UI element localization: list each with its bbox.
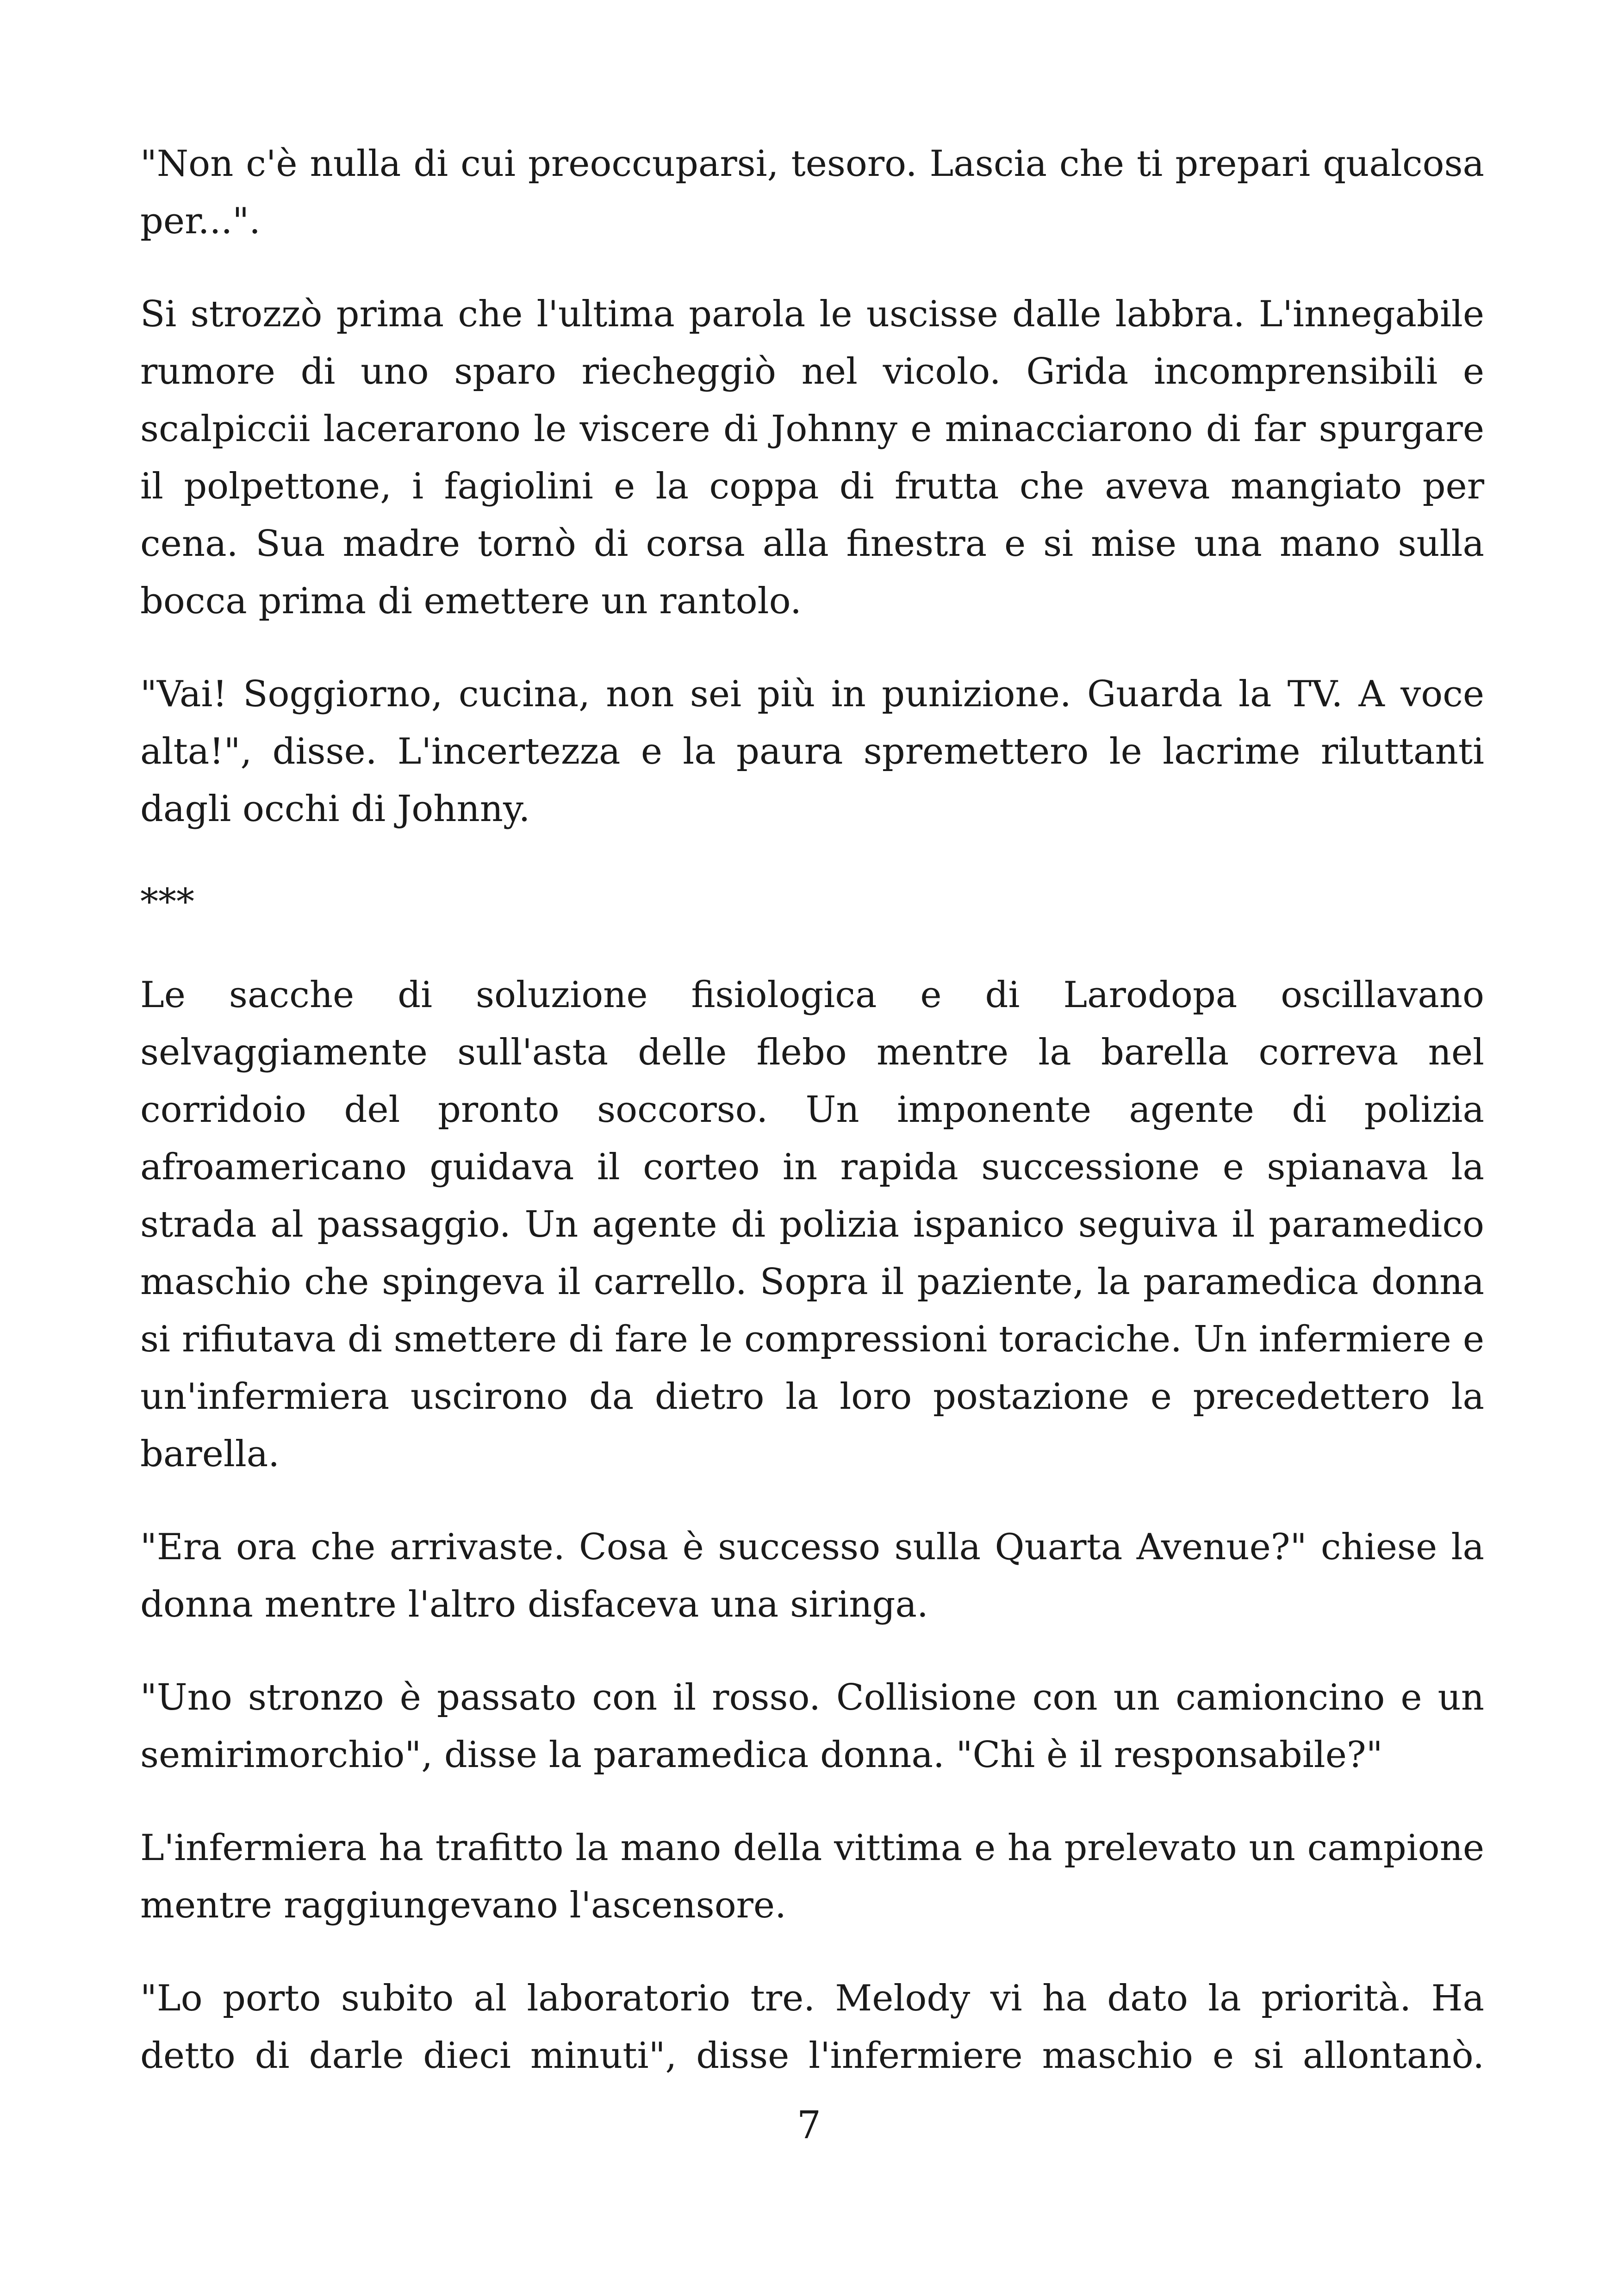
paragraph-2: Si strozzò prima che l'ultima parola le uscisse dalle labbra. L'innegabile rumore di uno sparo riecheggiò nel vicolo. Grida incomprensibili e scalpiccii lacerarono le viscere di Johnny e minacciarono di far spurgare il polpettone, i fagiolini e la coppa di frutta che aveva mangiato per cena. Sua madre tornò di corsa alla finestra e si mise una mano sulla bocca prima di emettere un rantolo.: [140, 293, 1484, 622]
paragraph-7: L'infermiera ha trafitto la mano della vittima e ha prelevato un campione mentre raggiungevano l'ascensore.: [140, 1827, 1484, 1926]
paragraph-1: "Non c'è nulla di cui preoccuparsi, tesoro. Lascia che ti prepari qualcosa per...".: [140, 143, 1484, 242]
paragraph-4: Le sacche di soluzione fisiologica e di Larodopa oscillavano selvaggiamente sull'asta delle flebo mentre la barella correva nel corridoio del pronto soccorso. Un imponente agente di polizia afroamericano guidava il corteo in rapida successione e spianava la strada al passaggio. Un agente di polizia ispanico seguiva il paramedico maschio che spingeva il carrello. Sopra il paziente, la paramedica donna si rifiutava di smettere di fare le compressioni toraciche. Un infermiere e un'infermiera uscirono da dietro la loro postazione e precedettero la barella.: [140, 974, 1484, 1475]
paragraph-5: "Era ora che arrivaste. Cosa è successo sulla Quarta Avenue?" chiese la donna mentre l'altro disfaceva una siringa.: [140, 1526, 1484, 1625]
section-break: ***: [140, 881, 194, 923]
paragraph-8: "Lo porto subito al laboratorio tre. Melody vi ha dato la priorità. Ha detto di darle dieci minuti", disse l'infermiere maschio e si allontanò.: [140, 1978, 1484, 2077]
paragraph-6: "Uno stronzo è passato con il rosso. Collisione con un camioncino e un semirimorchio", disse la paramedica donna. "Chi è il responsabile?": [140, 1677, 1484, 1776]
page-number: 7: [797, 2103, 821, 2147]
paragraph-3: "Vai! Soggiorno, cucina, non sei più in punizione. Guarda la TV. A voce alta!", disse. L'incertezza e la paura spremettero le lacrime riluttanti dagli occhi di Johnny.: [140, 673, 1484, 830]
body-text: [140, 135, 1484, 2120]
